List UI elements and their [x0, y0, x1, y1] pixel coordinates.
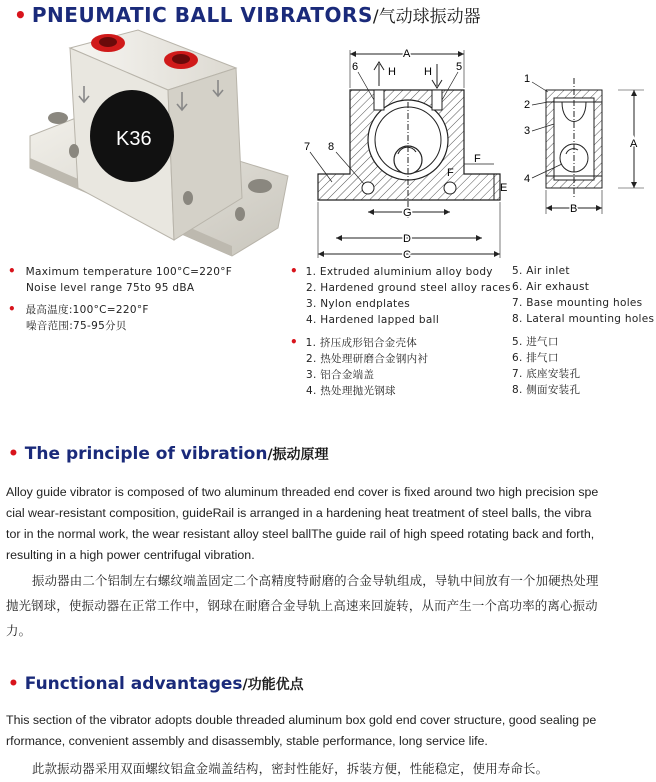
label-8: 8: [328, 141, 335, 153]
label-7: 7: [304, 141, 311, 153]
part-5: 5. Air inlet: [512, 265, 570, 277]
specs-en: [8, 263, 232, 296]
part-4: 4. Hardened lapped ball: [306, 314, 440, 326]
paragraph-line: tor in the normal work, the wear resistant alloy steel ballThe guide rail of high speed rotating back and forth,: [6, 527, 595, 541]
parts-en-right: [512, 263, 654, 327]
label-2: 2: [524, 99, 531, 111]
bullet-icon: •: [8, 674, 19, 694]
label-a-side: A: [630, 138, 638, 150]
spec-noise: Noise level range 75to 95 dBA: [26, 282, 195, 294]
paragraph-line: This section of the vibrator adopts double threaded aluminum box gold end cover structure, good sealing pe: [6, 713, 597, 727]
paragraph-line: 力。: [6, 623, 32, 638]
label-4: 4: [524, 173, 531, 185]
spec-max-temp: Maximum temperature 100°C=220°F: [25, 266, 233, 278]
label-a: A: [403, 48, 411, 60]
label-h1: H: [388, 66, 396, 78]
part-cn-7: 7. 底座安装孔: [512, 368, 581, 380]
advantages-text-en: [6, 710, 652, 752]
part-cn-8: 8. 侧面安装孔: [512, 384, 581, 396]
label-c: C: [403, 249, 411, 261]
bullet-icon: •: [8, 302, 16, 316]
model-label: K36: [116, 128, 152, 150]
paragraph-line: 振动器由二个铝制左右螺纹端盖固定二个高精度特耐磨的合金导轨组成，导轨中间放有一个加硬热处理: [32, 573, 599, 588]
label-g: G: [403, 207, 412, 219]
spec-max-temp-cn: 最高温度:100°C=220°F: [25, 304, 149, 316]
part-8: 8. Lateral mounting holes: [512, 313, 655, 325]
bullet-icon: •: [290, 335, 298, 349]
parts-en-left: [290, 263, 511, 328]
principle-heading: [8, 444, 329, 464]
paragraph-line: 抛光钢球，使振动器在正常工作中，钢球在耐磨合金导轨上高速来回旋转，从而产生一个高功率的离心振动: [6, 598, 598, 613]
label-1: 1: [524, 73, 531, 85]
bullet-icon: •: [8, 444, 19, 464]
page-title: PNEUMATIC BALL VIBRATORS: [31, 3, 373, 27]
label-f1: F: [474, 153, 481, 165]
side-view-drawing: [518, 68, 648, 220]
front-view-drawing: [298, 42, 518, 262]
page-title-cn: /气动球振动器: [372, 7, 481, 27]
paragraph-line: cial wear-resistant composition, guideRail is arranged in a hardening heat treatment of steel balls, the vibra: [6, 506, 592, 520]
advantages-title-cn: /功能优点: [242, 677, 304, 693]
specs-cn: [8, 301, 149, 334]
label-f2: F: [447, 167, 454, 179]
label-e: E: [500, 182, 508, 194]
label-d: D: [403, 233, 411, 245]
principle-title-cn: /振动原理: [267, 447, 329, 463]
part-cn-4: 4. 热处理抛光钢球: [306, 385, 396, 397]
advantages-title: Functional advantages: [24, 674, 243, 694]
part-2: 2. Hardened ground steel alloy races: [306, 282, 511, 294]
principle-text-en: [6, 482, 652, 566]
part-cn-2: 2. 热处理研磨合金钢内衬: [306, 353, 429, 365]
page-header: [14, 2, 481, 27]
paragraph-line: resulting in a high power centrifugal vibration.: [6, 548, 255, 562]
part-6: 6. Air exhaust: [512, 281, 590, 293]
paragraph-line: rformance, convenient assembly and disassembly, stable performance, long service life.: [6, 734, 488, 748]
part-3: 3. Nylon endplates: [306, 298, 411, 310]
paragraph-line: Alloy guide vibrator is composed of two aluminum threaded end cover is fixed around two high precision spe: [6, 485, 599, 499]
label-3: 3: [524, 125, 531, 137]
label-5: 5: [456, 61, 463, 73]
bullet-icon: •: [14, 3, 27, 27]
advantages-heading: [8, 674, 304, 694]
parts-cn-right: [512, 334, 580, 398]
spec-noise-cn: 噪音范围:75-95分贝: [26, 320, 127, 332]
bullet-icon: •: [8, 264, 16, 278]
label-b: B: [570, 203, 578, 215]
bullet-icon: •: [290, 264, 298, 278]
label-6: 6: [352, 61, 359, 73]
part-7: 7. Base mounting holes: [512, 297, 643, 309]
principle-title: The principle of vibration: [24, 444, 268, 464]
product-photo: [28, 28, 292, 260]
principle-text-cn: [6, 568, 652, 643]
label-h2: H: [424, 66, 432, 78]
paragraph-line: 此款振动器采用双面螺纹铝盒金端盖结构，密封性能好，拆装方便，性能稳定，使用寿命长。: [32, 761, 549, 776]
parts-cn-left: [290, 334, 428, 399]
part-cn-6: 6. 排气口: [512, 352, 559, 364]
advantages-text-cn: [6, 756, 652, 781]
part-cn-1: 1. 挤压成形铝合金壳体: [305, 337, 418, 349]
part-cn-3: 3. 铝合金端盖: [306, 369, 375, 381]
part-1: 1. Extruded aluminium alloy body: [305, 266, 493, 278]
part-cn-5: 5. 进气口: [512, 336, 559, 348]
